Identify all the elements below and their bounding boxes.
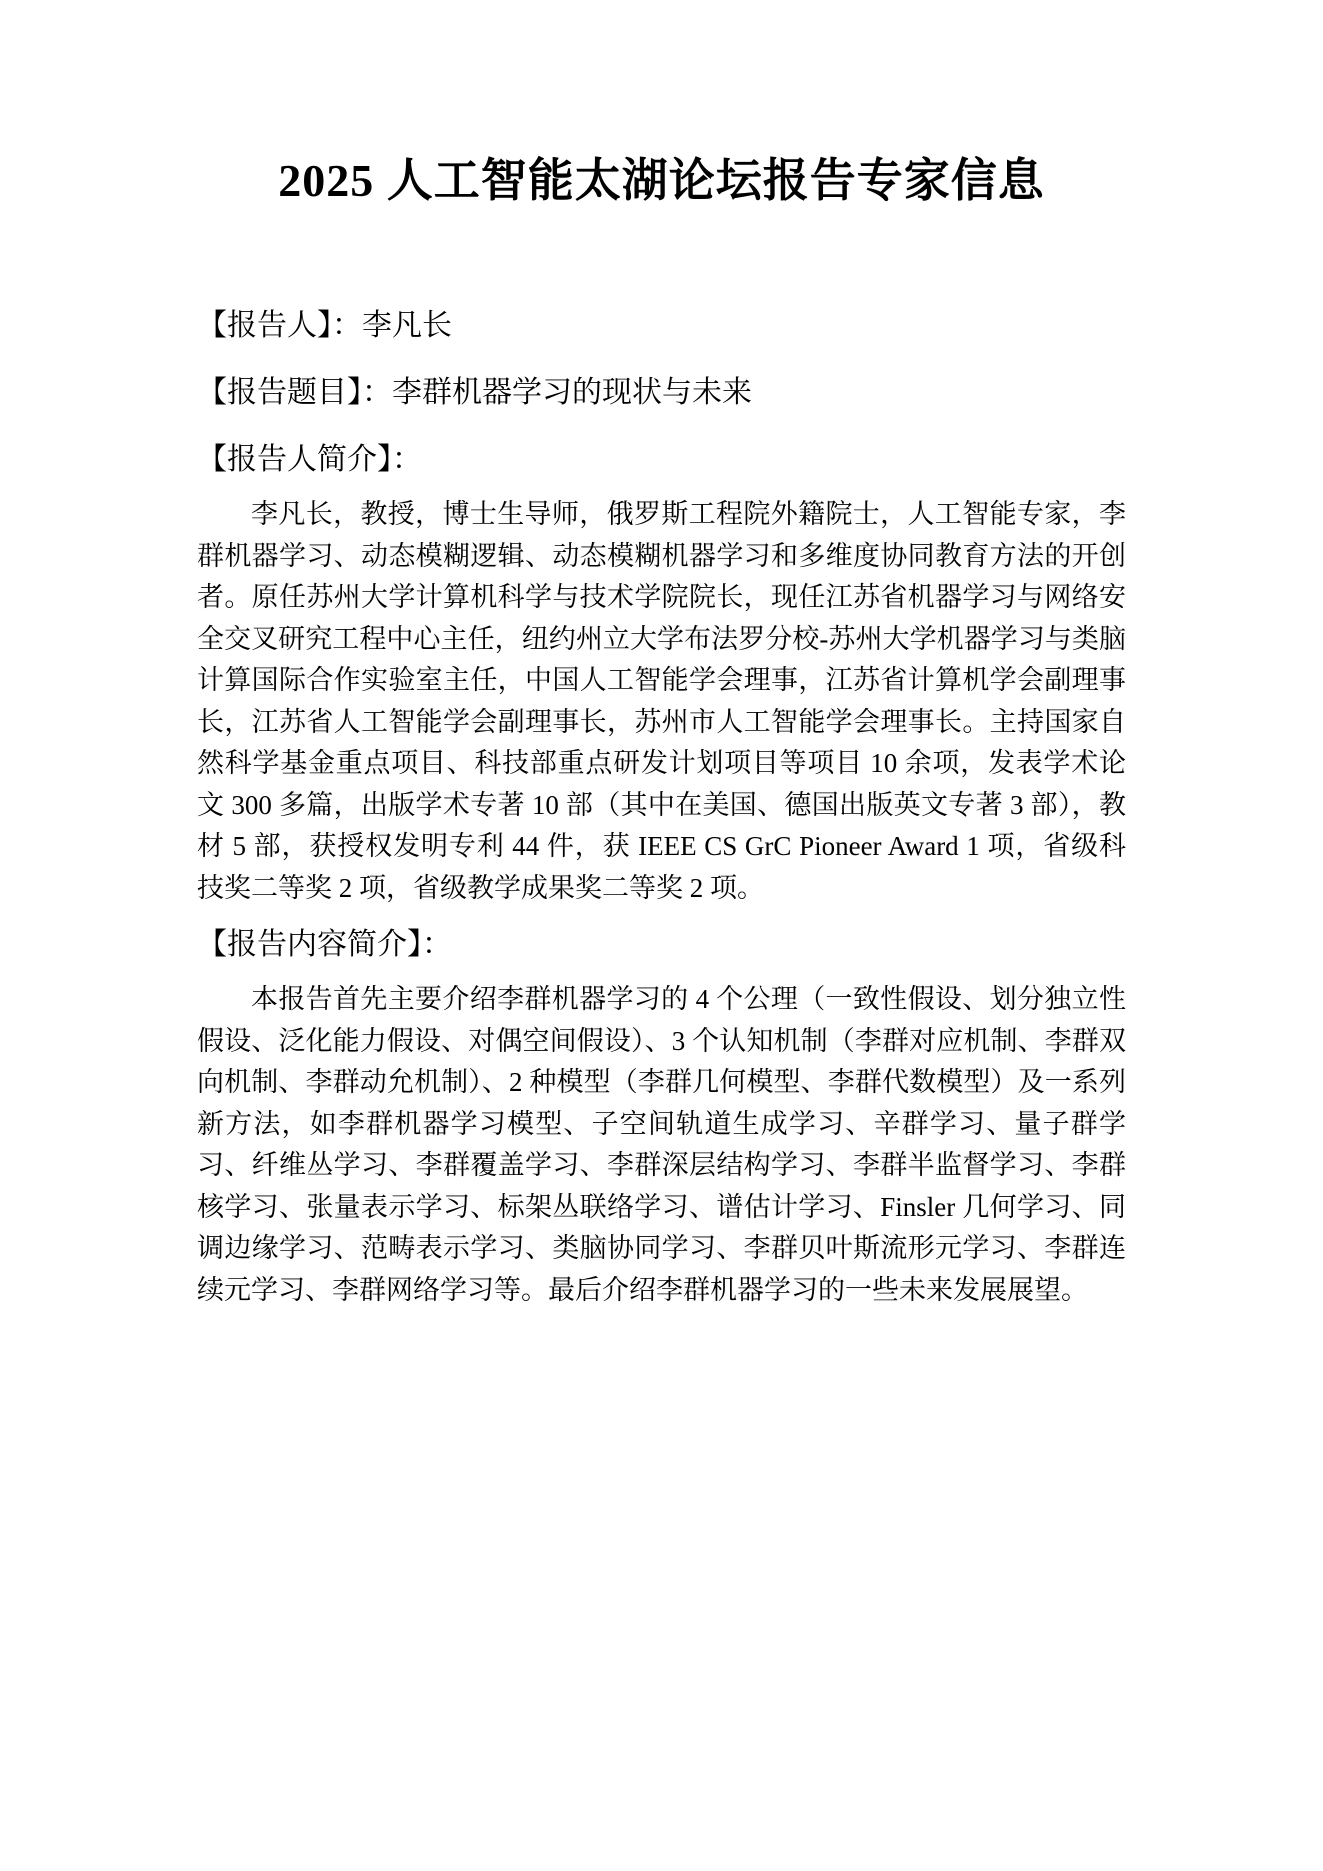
abstract-section-label: 【报告内容简介】： — [197, 928, 452, 962]
abstract-paragraph: 本报告首先主要介绍李群机器学习的 4 个公理（一致性假设、划分独立性假设、泛化能力假设、对偶空间假设）、3 个认知机制（李群对应机制、李群双向机制、李群动允机制）、2 种模型（李群几何模型、李群代数模型）及一系列新方法，如李群机器学习模型、子空间轨道生成学习、辛群学习、量子群学习、纤维丛学习、李群覆盖学习、李群深层结构学习、李群半监督学习、李群核学习、张量表示学习、标架丛联络学习、谱估计学习、Finsler 几何学习、同调边缘学习、范畴表示学习、类脑协同学习、李群贝叶斯流形元学习、李群连续元学习、李群网络学习等。最后介绍李群机器学习的一些未来发展展望。 — [197, 984, 1126, 1305]
document-title: 2025 人工智能太湖论坛报告专家信息 — [278, 155, 1045, 206]
speaker-value: 李凡长 — [362, 309, 452, 343]
topic-value: 李群机器学习的现状与未来 — [392, 376, 752, 410]
bio-section-label: 【报告人简介】： — [197, 443, 422, 477]
topic-field — [197, 371, 1126, 415]
speaker-field — [197, 304, 1126, 348]
topic-label: 【报告题目】： — [197, 376, 392, 410]
bio-paragraph: 李凡长，教授，博士生导师，俄罗斯工程院外籍院士，人工智能专家，李群机器学习、动态模糊逻辑、动态模糊机器学习和多维度协同教育方法的开创者。原任苏州大学计算机科学与技术学院院长，现任江苏省机器学习与网络安全交叉研究工程中心主任，纽约州立大学布法罗分校-苏州大学机器学习与类脑计算国际合作实验室主任，中国人工智能学会理事，江苏省计算机学会副理事长，江苏省人工智能学会副理事长，苏州市人工智能学会理事长。主持国家自然科学基金重点项目、科技部重点研发计划项目等项目 10 余项，发表学术论文 300 多篇，出版学术专著 10 部（其中在美国、德国出版英文专著 3 部），教材 5 部，获授权发明专利 44 件，获 IEEE CS GrC Pioneer Award 1 项，省级科技奖二等奖 2 项，省级教学成果奖二等奖 2 项。 — [197, 499, 1126, 903]
speaker-label: 【报告人】： — [197, 309, 362, 343]
